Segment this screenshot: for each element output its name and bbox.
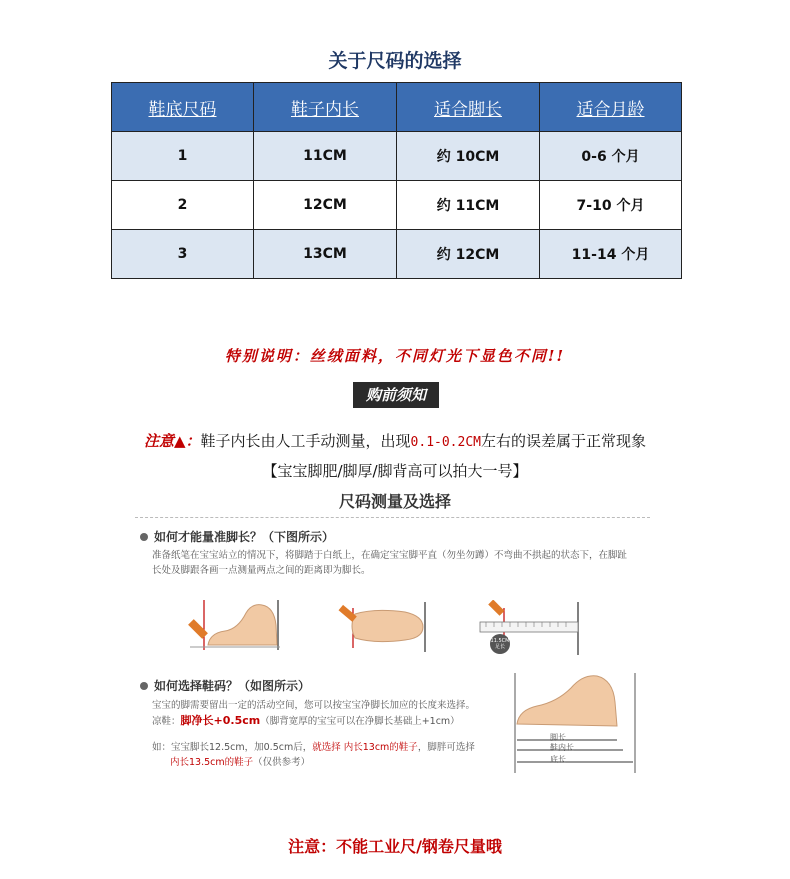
q2-example: 如：宝宝脚长12.5cm，加0.5cm后，就选择 内长13cm的鞋子，脚胖可选择 内长13.5cm的鞋子（仅供参考） (152, 742, 475, 768)
header-age: 适合月龄 (540, 83, 682, 132)
table-cell: 12CM (254, 181, 397, 230)
q2-description: 宝宝的脚需要留出一定的活动空间，您可以按宝宝净脚长加应的长度来选择。 凉鞋：脚净长+0.5cm（脚背宽厚的宝宝可以在净脚长基础上+1cm） (152, 700, 476, 727)
dim-label-inner: 鞋内长 (550, 743, 574, 752)
table-cell: 13CM (254, 230, 397, 279)
table-row (112, 230, 682, 279)
pen-icon (188, 619, 208, 639)
header-sole-size: 鞋底尺码 (112, 83, 254, 132)
table-cell: 约 10CM (397, 132, 540, 181)
tip-line: 【宝宝脚肥/脚厚/脚背高可以拍大一号】 (262, 462, 528, 480)
shoe-size-illustration (505, 668, 655, 778)
ruler-badge-label: 11.5CM 足长 (490, 638, 510, 650)
table-cell: 约 12CM (397, 230, 540, 279)
dim-label-sole: 底长 (550, 755, 566, 764)
foot-top-illustration (335, 600, 435, 655)
table-header-row (112, 83, 682, 132)
foot-side-illustration (180, 595, 295, 655)
table-cell: 约 11CM (397, 181, 540, 230)
table-cell: 2 (112, 181, 254, 230)
bullet-icon (140, 682, 148, 690)
page-title: 关于尺码的选择 (328, 50, 462, 72)
measure-title: 尺码测量及选择 (338, 492, 451, 511)
pen-icon (488, 600, 504, 616)
ruler-illustration (478, 600, 586, 660)
table-cell: 7-10 个月 (540, 181, 682, 230)
special-note: 特别说明：丝绒面料，不同灯光下显色不同!! (224, 347, 566, 365)
ruler-icon (480, 622, 578, 632)
table-cell: 3 (112, 230, 254, 279)
table-cell: 11CM (254, 132, 397, 181)
note-range: 0.1-0.2CM (410, 435, 481, 450)
header-foot-length: 适合脚长 (397, 83, 540, 132)
size-table (111, 82, 682, 279)
table-cell: 0-6 个月 (540, 132, 682, 181)
bullet-icon (140, 533, 148, 541)
dim-label-foot: 脚长 (550, 733, 566, 742)
divider (135, 517, 650, 518)
q1-description: 准备纸笔在宝宝站立的情况下，将脚踏于白纸上，在确定宝宝脚平直（勿坐勿蹲）不弯曲不拱起的状态下，在脚趾 长处及脚跟各画一点测量两点之间的距离即为脚长。 (152, 550, 628, 576)
q1-title: 如何才能量准脚长？（下图所示） (140, 528, 334, 545)
table-row (112, 132, 682, 181)
note-text-1: 鞋子内长由人工手动测量，出现 (200, 432, 411, 450)
table-cell: 1 (112, 132, 254, 181)
note-text-2: 左右的误差属于正常现象 (481, 432, 647, 450)
notice-badge: 购前须知 (353, 382, 439, 408)
header-inner-length: 鞋子内长 (254, 83, 397, 132)
note-prefix: 注意▲： (143, 432, 201, 450)
bottom-note: 注意：不能工业尺/钢卷尺量哦 (288, 837, 502, 856)
table-row (112, 181, 682, 230)
pen-icon (339, 605, 357, 622)
note-line (0, 430, 790, 451)
table-cell: 11-14 个月 (540, 230, 682, 279)
q2-title: 如何选择鞋码？（如图所示） (140, 677, 310, 694)
